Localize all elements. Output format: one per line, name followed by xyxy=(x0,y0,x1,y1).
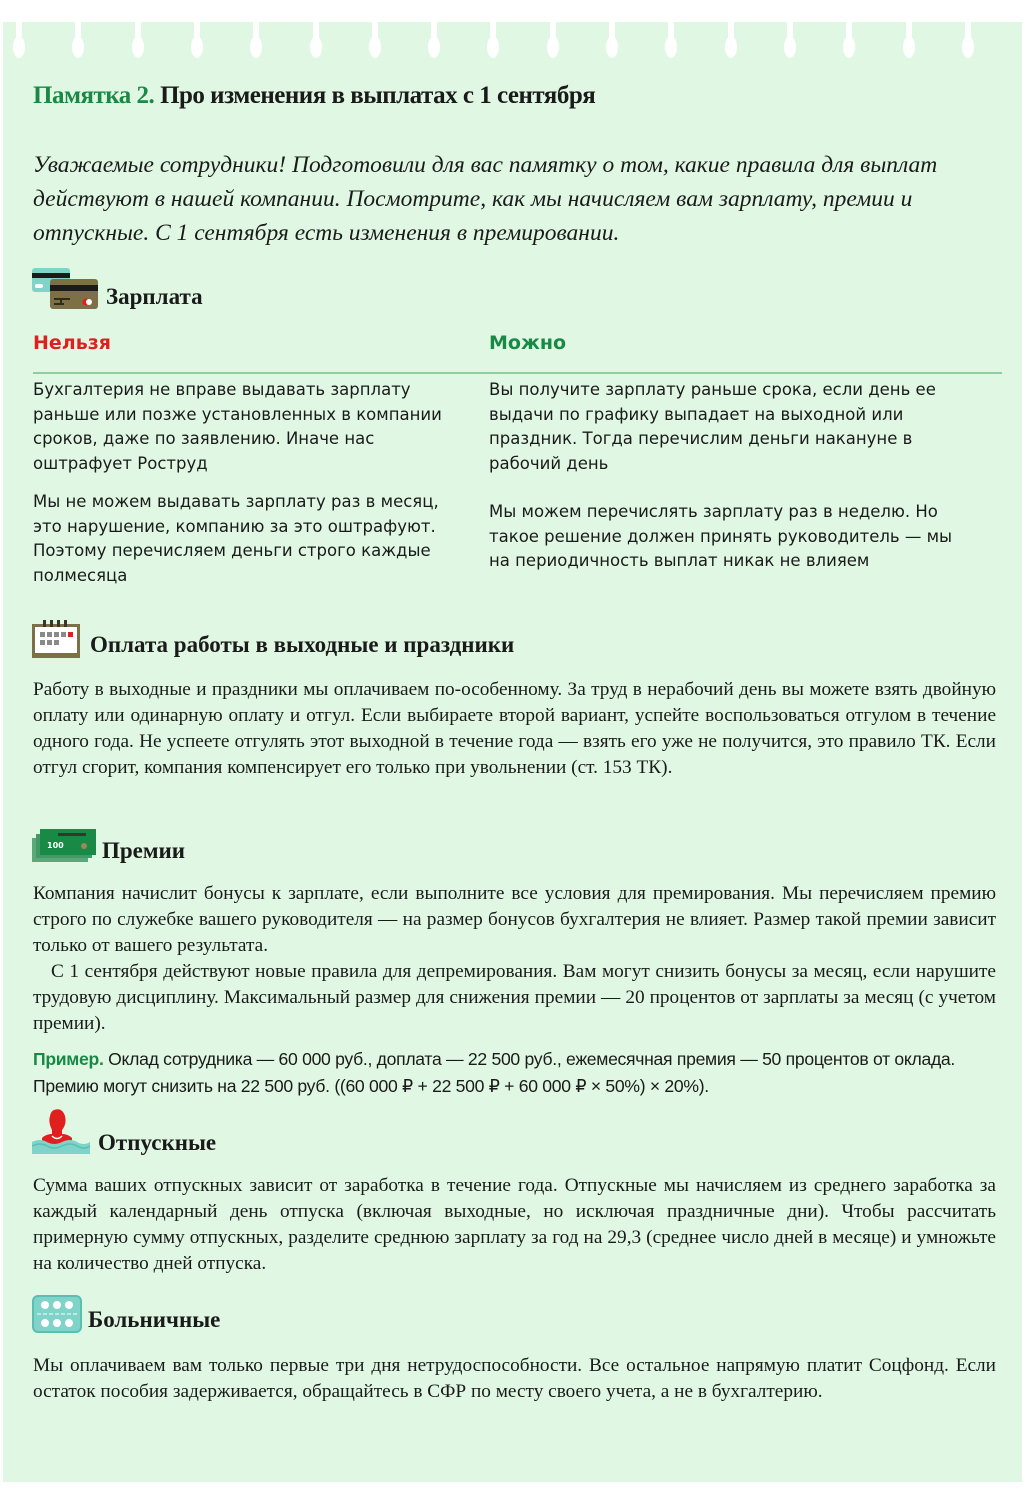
bonuses-paragraph: С 1 сентября действуют новые правила для депремирования. Вам могут снизить бонусы за месяц, если нарушите трудовую дисциплину. Максимальный размер для снижения премии — 20 процентов от зарплаты за месяц (с учетом премии). xyxy=(33,961,996,1034)
binding-ring xyxy=(428,8,440,58)
swimmer-icon xyxy=(32,1108,92,1156)
page-title xyxy=(33,82,595,110)
binding-ring xyxy=(13,8,25,58)
binding-ring xyxy=(132,8,144,58)
binding-ring xyxy=(250,8,262,58)
section-vacation-heading xyxy=(32,1108,216,1156)
example-label: Пример. xyxy=(33,1049,104,1069)
section-salary-heading xyxy=(30,268,203,310)
bonuses-paragraph: Компания начислит бонусы к зарплате, если выполните все условия для премирования. Мы перечисляем премию строго по служебке вашего руководителя — на размер бонусов бухгалтерия не влияет. Размер такой премии зависит только от вашего результата. xyxy=(33,883,996,956)
banknote-value: 100 xyxy=(47,841,64,850)
binding-ring xyxy=(962,8,974,58)
notebook-binding-rings xyxy=(0,0,1025,60)
binding-ring xyxy=(725,8,737,58)
section-vacation-title: Отпускные xyxy=(98,1130,217,1155)
intro-text: Уважаемые сотрудники! Подготовили для вас памятку о том, какие правила для выплат действуют в нашей компании. Посмотрите, как мы начисляем вам зарплату, премии и отпускные. С 1 сентября есть изменения в премировании. xyxy=(33,152,938,246)
bonus-example xyxy=(33,1046,1008,1100)
section-weekend-heading xyxy=(32,620,514,658)
pills-icon xyxy=(32,1295,82,1333)
vacation-text xyxy=(33,1173,996,1277)
binding-ring xyxy=(369,8,381,58)
banknotes-icon xyxy=(32,828,96,864)
binding-ring xyxy=(72,8,84,58)
forbidden-item: Бухгалтерия не вправе выдавать зарплату раньше или позже установленных в компании сроков, даже по заявлению. Иначе нас оштрафует Роструд xyxy=(33,380,442,473)
sick-leave-text xyxy=(33,1353,996,1405)
binding-ring xyxy=(547,8,559,58)
binding-ring xyxy=(903,8,915,58)
calendar-icon xyxy=(32,620,84,658)
section-salary-title: Зарплата xyxy=(106,284,203,309)
section-bonuses-heading xyxy=(32,828,185,864)
allowed-column xyxy=(489,378,959,574)
forbidden-column-label: Нельзя xyxy=(33,332,111,354)
binding-ring xyxy=(310,8,322,58)
section-sick-leave-title: Больничные xyxy=(88,1307,221,1332)
bonuses-text xyxy=(33,881,996,1037)
section-weekend-title: Оплата работы в выходные и праздники xyxy=(90,632,515,657)
allowed-item: Вы получите зарплату раньше срока, если день ее выдачи по графику выпадает на выходной или праздник. Тогда перечислим деньги накануне в рабочий день xyxy=(489,380,936,473)
binding-ring xyxy=(843,8,855,58)
binding-ring xyxy=(784,8,796,58)
allowed-column-label: Можно xyxy=(489,332,567,354)
weekend-text xyxy=(33,677,996,781)
section-bonuses-title: Премии xyxy=(102,838,186,863)
credit-cards-icon xyxy=(30,268,100,310)
column-header-divider xyxy=(33,372,1002,374)
binding-ring xyxy=(191,8,203,58)
binding-ring xyxy=(665,8,677,58)
section-sick-leave-heading xyxy=(32,1295,220,1333)
forbidden-column xyxy=(33,378,463,588)
forbidden-item: Мы не можем выдавать зарплату раз в месяц, это нарушение, компанию за это оштрафуют. Поэтому перечисляем деньги строго каждые полмесяца xyxy=(33,492,439,585)
binding-ring xyxy=(606,8,618,58)
vacation-paragraph: Сумма ваших отпускных зависит от заработка в течение года. Отпускные мы начисляем из среднего заработка за каждый календарный день отпуска (включая выходные, но исключая праздничные дни). Чтобы рассчитать примерную сумму отпускных, разделите среднюю зарплату за год на 29,3 (среднее число дней в месяце) и умножьте на количество дней отпуска. xyxy=(33,1175,996,1274)
memo-title: Про изменения в выплатах с 1 сентября xyxy=(160,82,596,109)
binding-ring xyxy=(487,8,499,58)
example-text: Оклад сотрудника — 60 000 руб., доплата — 22 500 руб., ежемесячная премия — 50 процентов от оклада. Премию могут снизить на 22 500 руб. ((60 000 ₽ + 22 500 ₽ + 60 000 ₽ × 50%) × 20%). xyxy=(33,1049,956,1096)
allowed-item: Мы можем перечислять зарплату раз в неделю. Но такое решение должен принять руководитель — мы на периодичность выплат никак не влияем xyxy=(489,502,953,570)
memo-number: Памятка 2. xyxy=(33,82,155,109)
weekend-paragraph: Работу в выходные и праздники мы оплачиваем по-особенному. За труд в нерабочий день вы можете взять двойную оплату или одинарную оплату и отгул. Если выбираете второй вариант, успейте воспользоваться отгулом в течение одного года. Не успеете отгулять этот выходной в течение года — взять его уже не получится, это правило ТК. Если отгул сгорит, компания компенсирует его только при увольнении (ст. 153 ТК). xyxy=(33,679,996,778)
sick-leave-paragraph: Мы оплачиваем вам только первые три дня нетрудоспособности. Все остальное напрямую платит Соцфонд. Если остаток пособия задерживается, обращайтесь в СФР по месту своего учета, а не в бухгалтерию. xyxy=(33,1355,996,1402)
